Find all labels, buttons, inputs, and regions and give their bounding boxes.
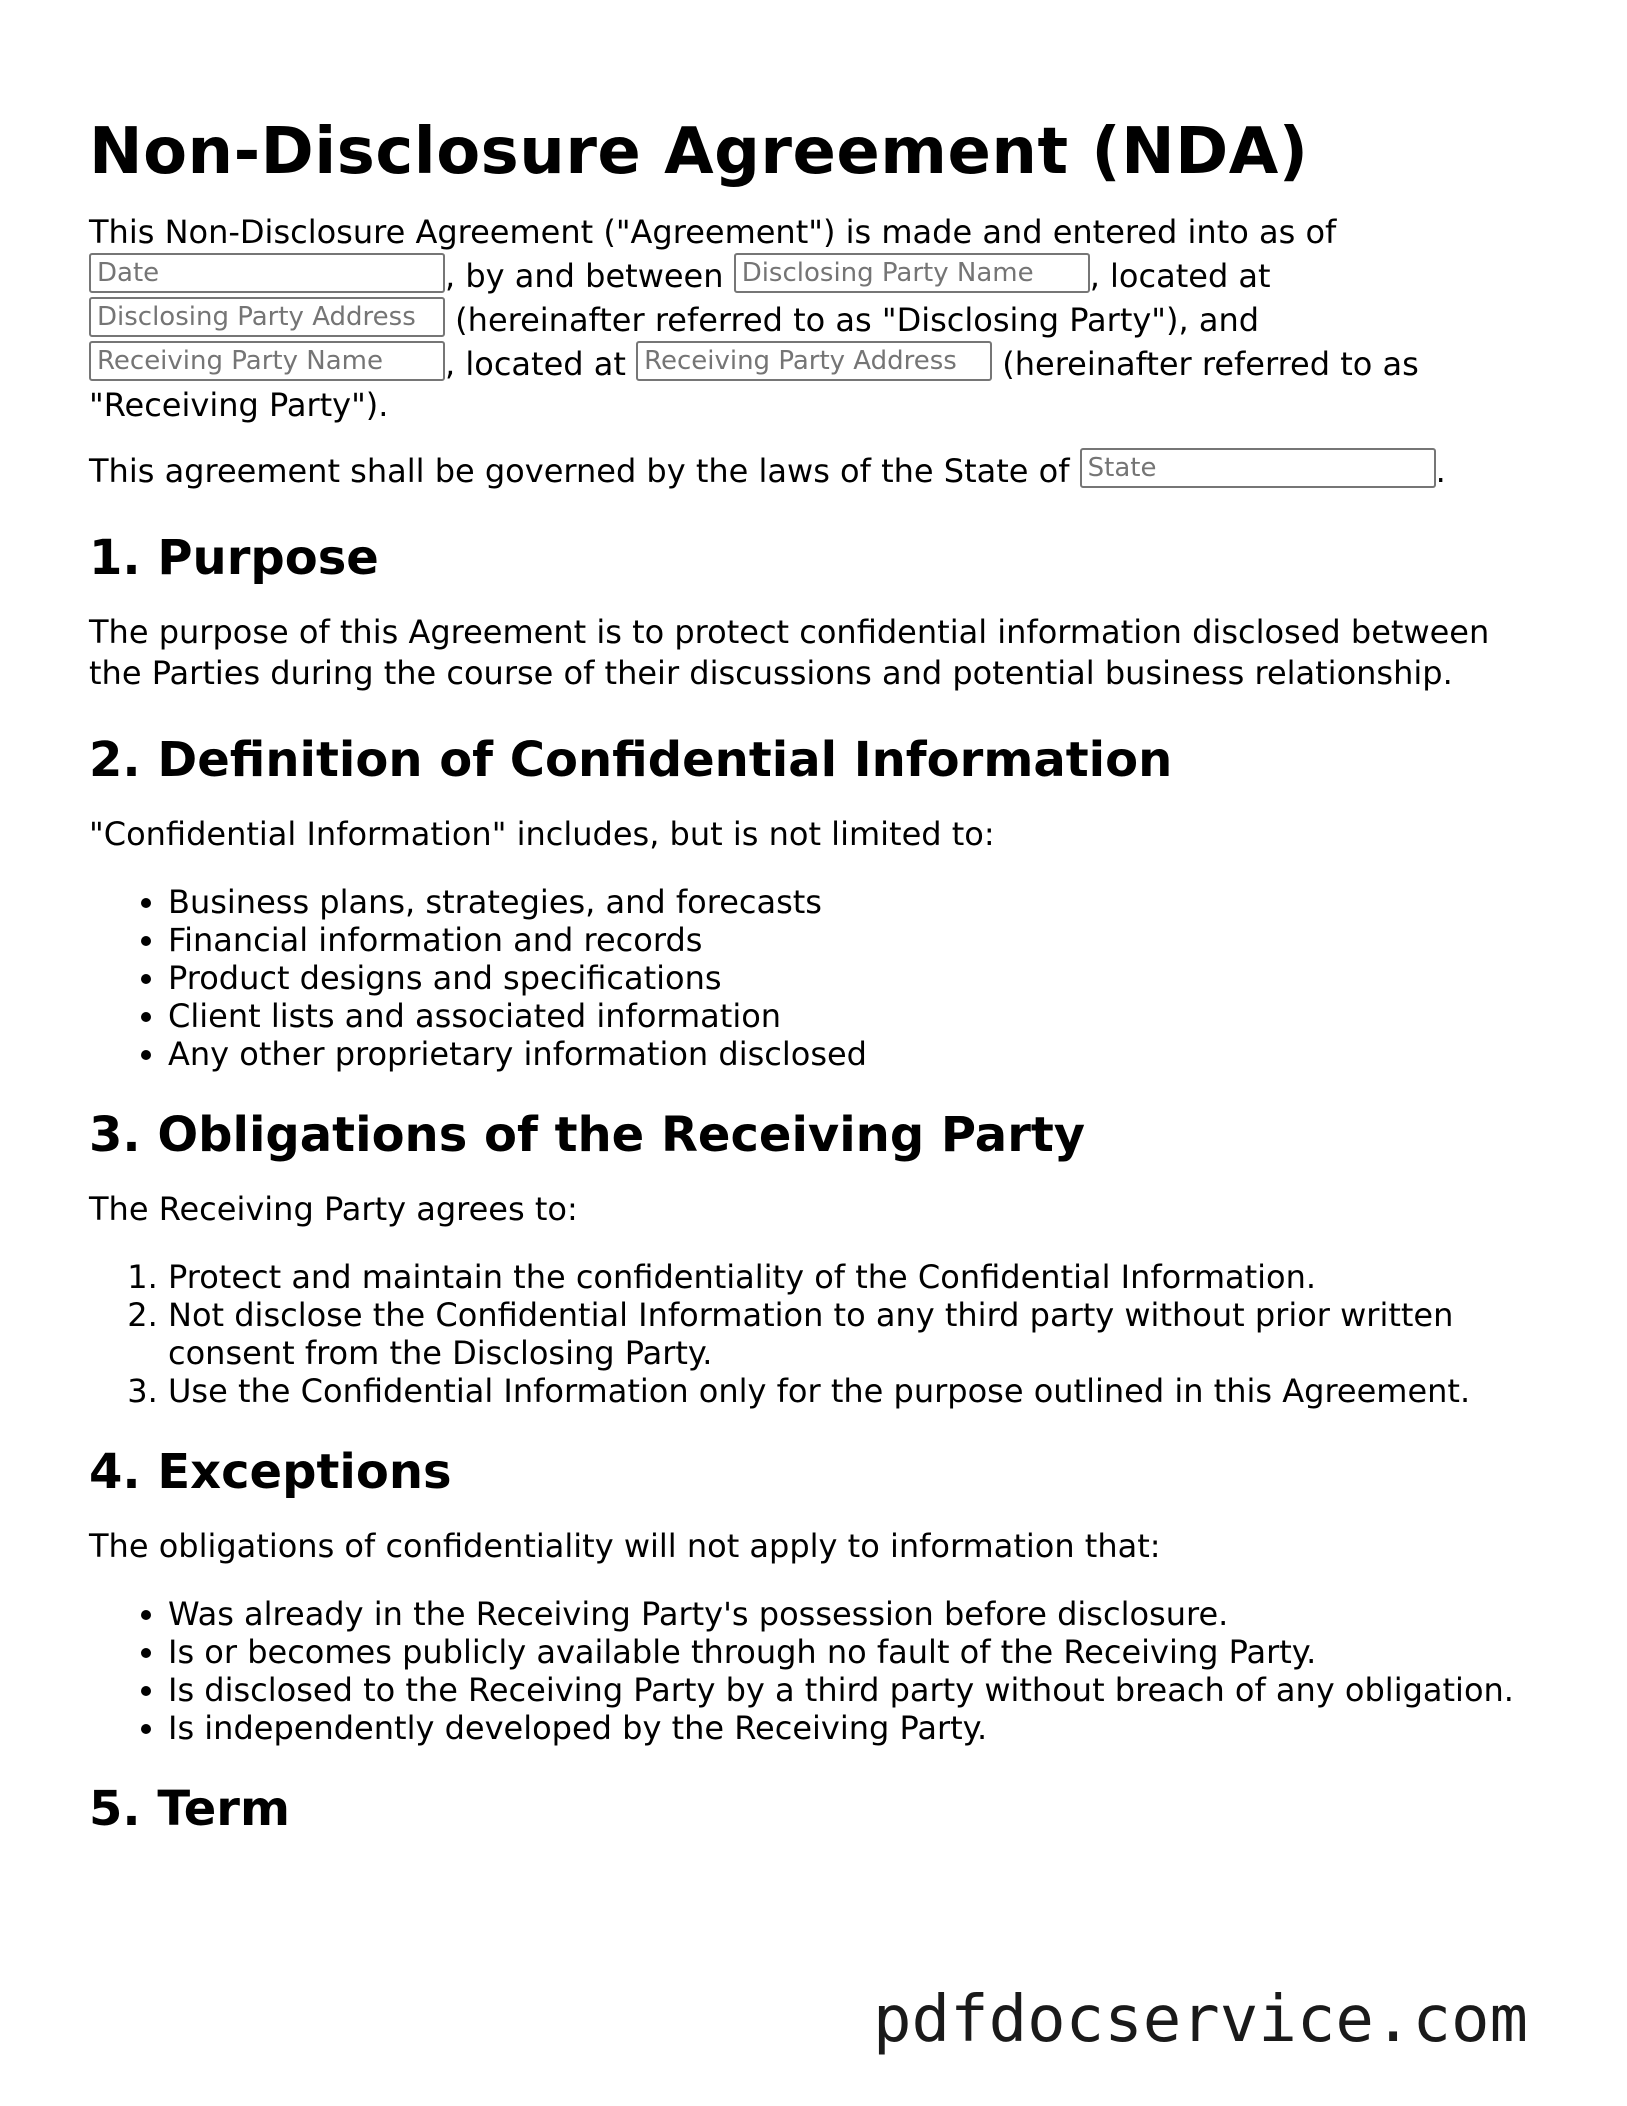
list-item: 1. Protect and maintain the confidentiality of the Confidential Information.	[168, 1258, 1549, 1296]
governing-text-1: This agreement shall be governed by the laws of the State of	[89, 452, 1070, 490]
governing-law-paragraph	[89, 448, 1549, 492]
list-item: • Product designs and specifications	[168, 959, 1549, 997]
section-term-heading: 5. Term	[89, 1781, 290, 1837]
state-field[interactable]: State	[1080, 448, 1436, 488]
section-obligations-heading: 3. Obligations of the Receiving Party	[89, 1107, 1086, 1163]
list-item: • Is independently developed by the Receiving Party.	[168, 1709, 1549, 1747]
obligations-list	[89, 1258, 1549, 1410]
list-item: • Is or becomes publicly available through no fault of the Receiving Party.	[168, 1633, 1549, 1671]
exceptions-list	[89, 1595, 1549, 1747]
list-item: 3. Use the Confidential Information only for the purpose outlined in this Agreement.	[168, 1372, 1549, 1410]
intro-paragraph	[89, 212, 1549, 426]
intro-text-5: , located at	[445, 345, 626, 383]
section-definition-intro: "Confidential Information" includes, but is not limited to:	[89, 815, 995, 853]
list-item: • Was already in the Receiving Party's possession before disclosure.	[168, 1595, 1549, 1633]
definition-list	[89, 883, 1549, 1073]
receiving-party-name-field[interactable]: Receiving Party Name	[89, 341, 445, 381]
document-title: Non-Disclosure Agreement (NDA)	[89, 115, 1309, 189]
disclosing-party-address-field[interactable]: Disclosing Party Address	[89, 297, 445, 337]
intro-text-2: , by and between	[445, 257, 724, 295]
list-item: • Business plans, strategies, and forecasts	[168, 883, 1549, 921]
intro-text-4: (hereinafter referred to as "Disclosing Party"), and	[455, 301, 1260, 339]
document-page	[89, 112, 1549, 1863]
section-exceptions-heading: 4. Exceptions	[89, 1444, 452, 1500]
section-obligations-intro: The Receiving Party agrees to:	[89, 1190, 578, 1228]
section-exceptions-intro: The obligations of confidentiality will not apply to information that:	[89, 1527, 1161, 1565]
date-field[interactable]: Date	[89, 253, 445, 293]
list-item: 2. Not disclose the Confidential Information to any third party without prior written consent from the Disclosing Party.	[168, 1296, 1549, 1372]
list-item: • Is disclosed to the Receiving Party by a third party without breach of any obligation.	[168, 1671, 1549, 1709]
section-definition-heading: 2. Definition of Confidential Information	[89, 732, 1173, 788]
section-purpose-heading: 1. Purpose	[89, 530, 379, 586]
list-item: • Financial information and records	[168, 921, 1549, 959]
intro-text-6: (hereinafter referred to as "Receiving Party").	[89, 345, 1419, 424]
disclosing-party-name-field[interactable]: Disclosing Party Name	[734, 253, 1090, 293]
section-purpose-body: The purpose of this Agreement is to protect confidential information disclosed between the Parties during the course of their discussions and potential business relationship.	[89, 613, 1490, 692]
intro-text-3: , located at	[1089, 257, 1271, 295]
intro-text-1: This Non-Disclosure Agreement ("Agreement") is made and entered into as of	[89, 213, 1337, 251]
watermark-text: pdfdocservice.com	[873, 1983, 1529, 2057]
list-item: • Any other proprietary information disclosed	[168, 1035, 1549, 1073]
list-item: • Client lists and associated information	[168, 997, 1549, 1035]
receiving-party-address-field[interactable]: Receiving Party Address	[636, 341, 992, 381]
governing-text-2: .	[1435, 452, 1446, 490]
